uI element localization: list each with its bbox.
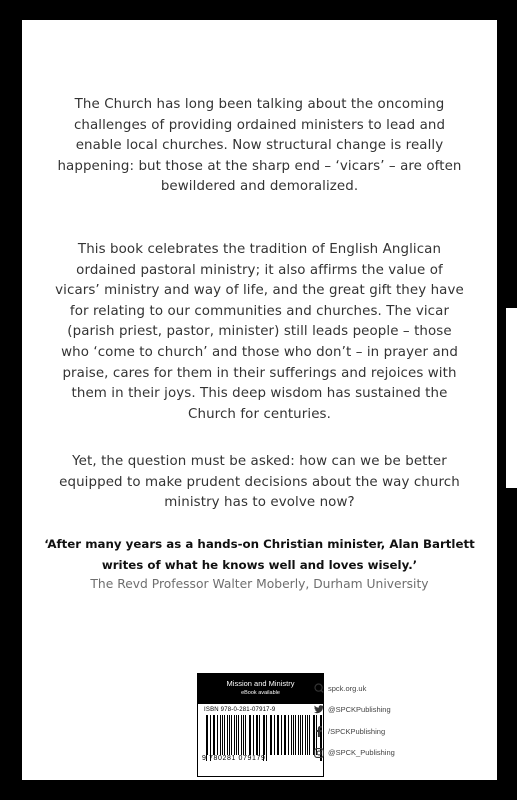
barcode-bar [234, 715, 235, 755]
barcode-block [197, 673, 324, 777]
social-website-text: spck.org.uk [328, 683, 367, 693]
barcode-bar [285, 715, 286, 755]
series-banner [198, 674, 323, 704]
barcode-bar [277, 715, 278, 755]
barcode-bar [220, 715, 221, 755]
endorsement-attribution: The Revd Professor Walter Moberly, Durham University [90, 577, 429, 591]
barcode-bar [302, 715, 303, 755]
barcode-digits: 9 780281 079179 [198, 755, 314, 762]
social-twitter-text: @SPCKPublishing [328, 705, 391, 714]
edge-tab [506, 308, 517, 488]
social-facebook-text: /SPCKPublishing [328, 726, 386, 736]
social-instagram-text: @SPCK_Publishing [328, 748, 395, 757]
back-cover [22, 20, 497, 780]
blurb-paragraph-2: This book celebrates the tradition of English Anglican ordained pastoral ministry; it also affirms the value of vicars’ ministry and way of life, and the great gift they have for relating to our communities and churches. The vicar (parish priest, pastor, minister) still leads people – those who ‘come to church’ and those who don’t – in prayer and praise, cares for them in their sufferings and rejoices with them in their joys. This deep wisdom has sustained the Church for centuries. [55, 242, 464, 422]
ebook-note: eBook available [241, 690, 280, 696]
instagram-icon [314, 748, 324, 758]
barcode-bar [241, 715, 242, 755]
social-links [314, 678, 395, 764]
barcode-bar [213, 715, 214, 755]
social-facebook[interactable] [314, 721, 395, 741]
barcode-bar [224, 715, 225, 755]
blurb-paragraph-1: The Church has long been talking about the oncoming challenges of providing ordained ministers to lead and enable local churches. Now structural change is really happening: but those at the sharp end – ‘vicars’ – are often bewildered and demoralized. [57, 97, 462, 195]
barcode-bar [231, 715, 232, 755]
endorsement-quote: ‘After many years as a hands-on Christian minister, Alan Bartlett writes of what he knows well and loves wisely.’ [44, 537, 475, 572]
spck-q-icon [314, 683, 324, 693]
barcode-bar [309, 715, 310, 755]
blurb-paragraph-3: Yet, the question must be asked: how can we be better equipped to make prudent decisions about the way church ministry has to evolve now? [59, 454, 460, 511]
isbn-number: ISBN 978-0-281-07917-9 [204, 707, 276, 713]
social-twitter[interactable] [314, 700, 395, 720]
barcode-bar [249, 715, 250, 755]
barcode-bar [284, 715, 285, 755]
twitter-icon [314, 705, 324, 715]
social-website[interactable] [314, 678, 395, 698]
barcode-bar [295, 715, 296, 755]
barcode-bar [264, 715, 265, 755]
social-instagram[interactable] [314, 743, 395, 763]
barcode-bar [250, 715, 251, 755]
series-title: Mission and Ministry [226, 679, 295, 688]
barcode-bar [270, 715, 271, 755]
facebook-icon [314, 726, 324, 736]
